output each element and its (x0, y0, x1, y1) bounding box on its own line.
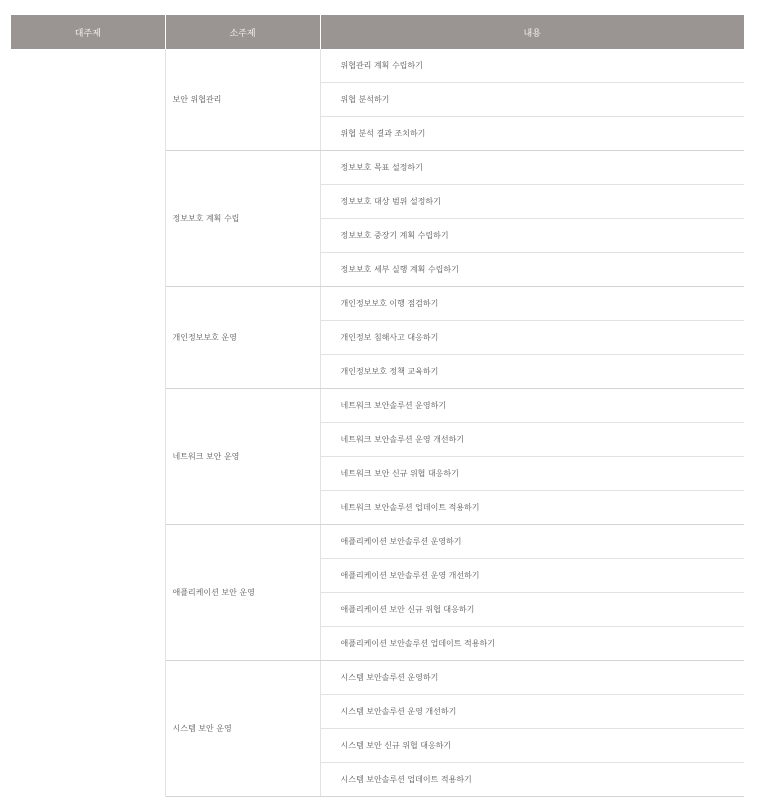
sub-topic-cell: 정보보호 계획 수립 (165, 151, 320, 287)
content-cell: 위협 분석하기 (320, 83, 744, 117)
table-body (11, 49, 744, 797)
major-topic-cell (11, 49, 165, 797)
content-cell: 정보보호 중장기 계획 수립하기 (320, 219, 744, 253)
curriculum-table-wrapper (11, 15, 744, 797)
content-cell: 시스템 보안 신규 위협 대응하기 (320, 729, 744, 763)
content-cell: 네트워크 보안 신규 위협 대응하기 (320, 457, 744, 491)
curriculum-table (11, 15, 744, 797)
content-cell: 애플리케이션 보안솔루션 업데이트 적용하기 (320, 627, 744, 661)
sub-topic-cell: 네트워크 보안 운영 (165, 389, 320, 525)
sub-topic-cell: 보안 위협관리 (165, 49, 320, 151)
content-cell: 위협관리 계획 수립하기 (320, 49, 744, 83)
content-cell: 개인정보보호 정책 교육하기 (320, 355, 744, 389)
header-major-topic: 대주제 (11, 15, 165, 49)
sub-topic-cell: 시스템 보안 운영 (165, 661, 320, 797)
content-cell: 정보보호 대상 범위 설정하기 (320, 185, 744, 219)
content-cell: 정보보호 목표 설정하기 (320, 151, 744, 185)
content-cell: 위협 분석 결과 조치하기 (320, 117, 744, 151)
table-header-row (11, 15, 744, 49)
content-cell: 네트워크 보안솔루션 운영하기 (320, 389, 744, 423)
table-row (11, 49, 744, 83)
content-cell: 애플리케이션 보안솔루션 운영하기 (320, 525, 744, 559)
content-cell: 개인정보 침해사고 대응하기 (320, 321, 744, 355)
header-content: 내용 (320, 15, 744, 49)
sub-topic-cell: 애플리케이션 보안 운영 (165, 525, 320, 661)
sub-topic-cell: 개인정보보호 운영 (165, 287, 320, 389)
content-cell: 애플리케이션 보안 신규 위협 대응하기 (320, 593, 744, 627)
content-cell: 정보보호 세부 실행 계획 수립하기 (320, 253, 744, 287)
content-cell: 애플리케이션 보안솔루션 운영 개선하기 (320, 559, 744, 593)
content-cell: 시스템 보안솔루션 업데이트 적용하기 (320, 763, 744, 797)
content-cell: 시스템 보안솔루션 운영하기 (320, 661, 744, 695)
content-cell: 네트워크 보안솔루션 운영 개선하기 (320, 423, 744, 457)
content-cell: 시스템 보안솔루션 운영 개선하기 (320, 695, 744, 729)
content-cell: 네트워크 보안솔루션 업데이트 적용하기 (320, 491, 744, 525)
content-cell: 개인정보보호 이행 점검하기 (320, 287, 744, 321)
header-sub-topic: 소주제 (165, 15, 320, 49)
